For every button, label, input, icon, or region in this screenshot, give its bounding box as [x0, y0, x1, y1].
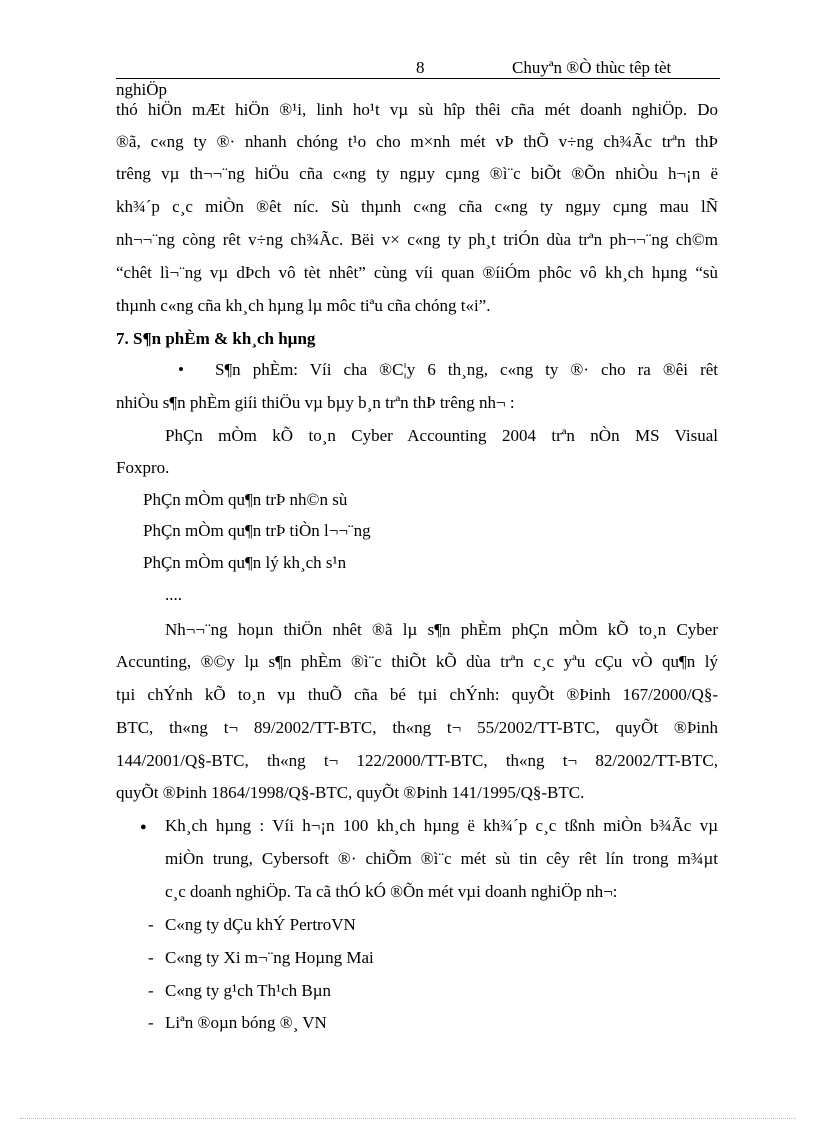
company-item: C«ng ty dÇu khÝ PertroVN	[165, 915, 356, 934]
paragraph-line: Accunting, ®©y lµ s¶n phÈm ®ì¨c thiÕt kÕ dùa trªn c¸c yªu cÇu vÒ qu¶n lý	[116, 652, 718, 671]
company-item: Liªn ®oµn bóng ®¸ VN	[165, 1013, 327, 1032]
footer-rule	[20, 1118, 796, 1119]
dash-marker: -	[148, 1013, 154, 1032]
customers-line: Kh¸ch hµng : Víi h¬¡n 100 kh¸ch hµng ë kh¾´p c¸c tßnh miÒn b¾Ãc vµ	[165, 816, 718, 835]
company-item: C«ng ty Xi m¬¨ng Hoµng Mai	[165, 948, 374, 967]
paragraph-line: trêng vµ th¬¬¨ng hiÖu cña c«ng ty ngµy cµng ®ì¨c biÕt ®Õn nhiÒu h¬¡n ë	[116, 164, 718, 183]
customers-line: c¸c doanh nghiÖp. Ta cã thÓ kÓ ®Õn mét vµi doanh nghiÖp nh¬:	[165, 882, 618, 901]
paragraph-line: Nh¬¬¨ng hoµn thiÖn nhêt ®ã lµ s¶n phÈm phÇn mÒm kÕ to¸n Cyber	[165, 620, 718, 639]
paragraph-line: tµi chÝnh kÕ to¸n vµ thuÕ cña bé tµi chÝnh: quyÕt ®Þinh 167/2000/Q§-	[116, 685, 718, 704]
products-intro-line: nhiÒu s¶n phÈm giíi thiÖu vµ bµy b¸n trªn thÞ trêng nh¬ :	[116, 393, 515, 412]
customers-line: miÒn trung, Cybersoft ®· chiÕm ®ì¨c mét sù tin cêy rêt lín trong m¾µt	[165, 849, 718, 868]
bullet-icon: •	[178, 360, 184, 379]
page-header	[116, 58, 716, 80]
dash-marker: -	[148, 948, 154, 967]
software-main-line: PhÇn mÒm kÕ to¸n Cyber Accounting 2004 trªn nÒn MS Visual	[165, 426, 718, 445]
paragraph-line: quyÕt ®Þinh 1864/1998/Q§-BTC, quyÕt ®Þinh 141/1995/Q§-BTC.	[116, 783, 585, 802]
dash-marker: -	[148, 915, 154, 934]
products-intro-line: S¶n phÈm: Víi cha ®C¦y 6 th¸ng, c«ng ty ®· cho ra ®êi rêt	[215, 360, 718, 379]
header-title-continued: nghiÖp	[116, 80, 167, 99]
header-rule	[116, 78, 720, 79]
paragraph-line: 144/2001/Q§-BTC, th«ng t¬ 122/2000/TT-BTC, th«ng t¬ 82/2002/TT-BTC,	[116, 751, 718, 770]
page-number: 8	[416, 58, 425, 77]
paragraph-line: “chêt lì¬¨ng vµ dÞch vô tèt nhêt” cùng víi quan ®íiÓm phôc vô kh¸ch hµng “sù	[116, 263, 718, 282]
software-item: PhÇn mÒm qu¶n trÞ nh©n sù	[143, 490, 348, 509]
dash-marker: -	[148, 981, 154, 1000]
paragraph-line: thµnh c«ng cña kh¸ch hµng lµ môc tiªu cña chóng t«i”.	[116, 296, 491, 315]
software-main-line: Foxpro.	[116, 458, 170, 477]
software-item: ....	[165, 585, 182, 604]
company-item: C«ng ty g¹ch Th¹ch Bµn	[165, 981, 332, 1000]
paragraph-line: thó hiÖn mÆt hiÖn ®¹i, linh ho¹t vµ sù hîp thêi cña mét doanh nghiÖp. Do	[116, 100, 718, 119]
paragraph-line: kh¾´p c¸c miÒn ®êt níc. Sù thµnh c«ng cña c«ng ty ngµy cµng mau lÑ	[116, 197, 718, 216]
paragraph-line: nh¬¬¨ng còng rêt v÷ng ch¾Ãc. Bëi v× c«ng ty ph¸t triÓn dùa trªn ph¬¬¨ng ch©m	[116, 230, 718, 249]
section-heading: 7. S¶n phÈm & kh¸ch hµng	[116, 329, 316, 348]
paragraph-line: ®ã, c«ng ty ®· nhanh chóng t¹o cho m×nh mét vÞ thÕ v÷ng ch¾Ãc trªn thÞ	[116, 132, 718, 151]
header-title: Chuyªn ®Ò thùc têp tèt	[512, 58, 672, 77]
software-item: PhÇn mÒm qu¶n lý kh¸ch s¹n	[143, 553, 347, 572]
paragraph-line: BTC, th«ng t¬ 89/2002/TT-BTC, th«ng t¬ 55/2002/TT-BTC, quyÕt ®Þinh	[116, 718, 718, 737]
software-item: PhÇn mÒm qu¶n trÞ tiÒn l¬¬¨ng	[143, 521, 371, 540]
bullet-icon: ●	[140, 821, 147, 833]
